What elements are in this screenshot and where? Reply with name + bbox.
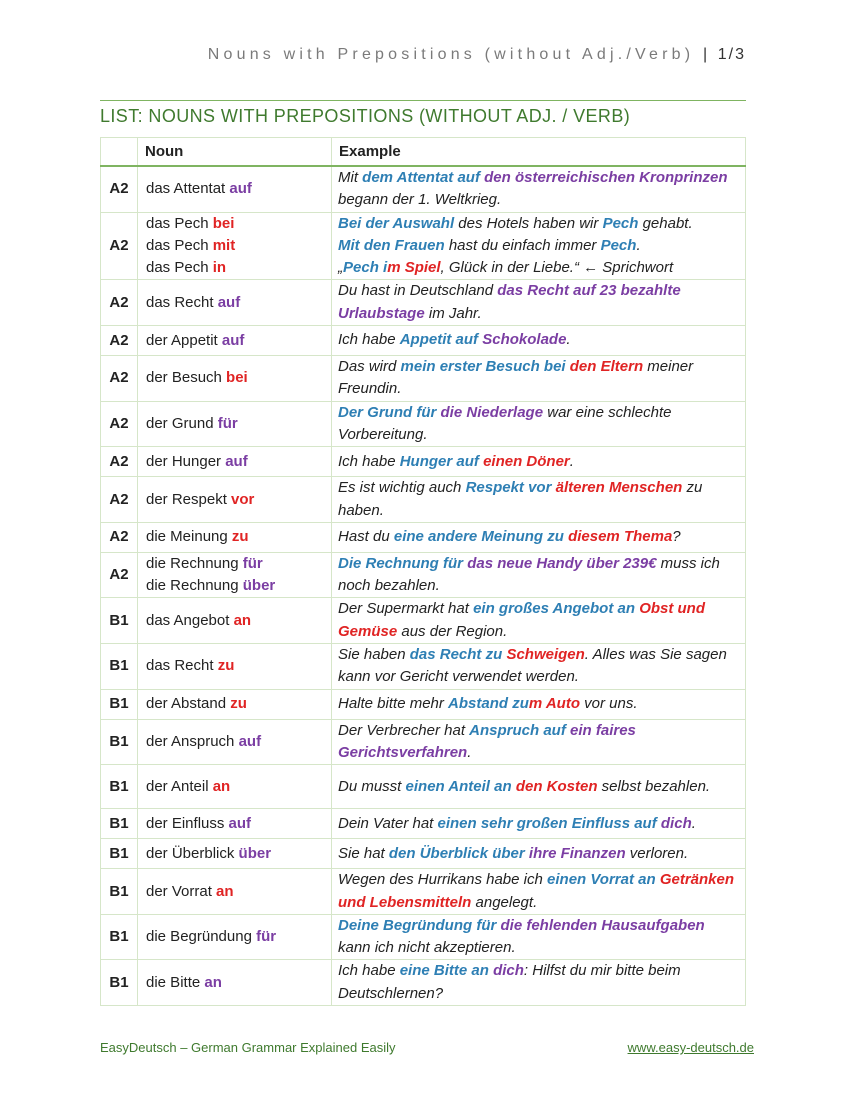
plain-text: Sie haben bbox=[338, 646, 410, 664]
plain-text: vor uns. bbox=[580, 694, 638, 712]
noun-cell bbox=[138, 326, 332, 356]
table-row bbox=[101, 689, 746, 719]
noun-cell bbox=[138, 166, 332, 212]
highlighted-text: den Eltern bbox=[569, 358, 644, 376]
noun-cell bbox=[138, 522, 332, 552]
highlighted-text: ihre Finanzen bbox=[528, 844, 626, 862]
example-cell bbox=[332, 839, 746, 869]
highlighted-text: Der Grund für bbox=[338, 403, 437, 421]
highlighted-text: älteren Menschen bbox=[555, 479, 683, 497]
noun-cell bbox=[138, 869, 332, 915]
page-header bbox=[208, 46, 746, 64]
plain-text: das Pech bbox=[146, 259, 213, 277]
highlighted-text: über bbox=[238, 844, 272, 862]
level-cell: A2 bbox=[101, 280, 138, 326]
noun-cell bbox=[138, 644, 332, 690]
noun-cell bbox=[138, 765, 332, 809]
table-row bbox=[101, 401, 746, 447]
table-row bbox=[101, 914, 746, 960]
plain-text: begann der 1. Weltkrieg. bbox=[338, 191, 502, 209]
table-row bbox=[101, 356, 746, 402]
example-cell bbox=[332, 166, 746, 212]
plain-text: der Hunger bbox=[146, 452, 226, 470]
example-cell bbox=[332, 719, 746, 765]
highlighted-text: Mit den Frauen bbox=[338, 236, 445, 254]
plain-text: kann ich nicht akzeptieren. bbox=[338, 939, 516, 957]
table-row bbox=[101, 552, 746, 598]
level-cell: A2 bbox=[101, 326, 138, 356]
highlighted-text: Appetit auf bbox=[399, 331, 479, 349]
plain-text: Der Supermarkt hat bbox=[338, 600, 474, 618]
level-cell: B1 bbox=[101, 839, 138, 869]
plain-text: des Hotels haben wir bbox=[454, 214, 603, 232]
highlighted-text: Schokolade bbox=[482, 331, 567, 349]
noun-cell bbox=[138, 598, 332, 644]
header-noun: Noun bbox=[138, 138, 332, 167]
example-cell bbox=[332, 522, 746, 552]
level-cell: A2 bbox=[101, 447, 138, 477]
example-cell bbox=[332, 689, 746, 719]
level-cell: B1 bbox=[101, 914, 138, 960]
highlighted-text: einen Döner bbox=[483, 452, 570, 470]
plain-text: die Rechnung bbox=[146, 577, 243, 595]
example-cell bbox=[332, 552, 746, 598]
plain-text: . bbox=[569, 452, 574, 470]
level-cell: B1 bbox=[101, 869, 138, 915]
highlighted-text: m Auto bbox=[528, 694, 580, 712]
plain-text: Du musst bbox=[338, 777, 406, 795]
noun-cell bbox=[138, 280, 332, 326]
plain-text: die Rechnung bbox=[146, 555, 243, 573]
highlighted-text: einen Vorrat an bbox=[547, 871, 656, 889]
noun-cell bbox=[138, 719, 332, 765]
highlighted-text: zu bbox=[217, 657, 235, 675]
table-row bbox=[101, 960, 746, 1006]
highlighted-text: zu bbox=[230, 695, 247, 713]
plain-text: der Appetit bbox=[146, 331, 222, 349]
plain-text: „ bbox=[338, 259, 343, 277]
plain-text: Wegen des Hurrikans habe ich bbox=[338, 871, 548, 889]
plain-text: angelegt. bbox=[471, 893, 538, 911]
plain-text: Du hast in Deutschland bbox=[338, 282, 498, 300]
noun-cell bbox=[138, 839, 332, 869]
plain-text: die Begründung bbox=[146, 928, 257, 946]
highlighted-text: diesem Thema bbox=[568, 528, 673, 546]
table-row bbox=[101, 719, 746, 765]
highlighted-text: Hunger auf bbox=[399, 452, 479, 470]
level-cell: A2 bbox=[101, 356, 138, 402]
example-cell bbox=[332, 765, 746, 809]
highlighted-text: Getränken und Lebensmitteln bbox=[338, 871, 735, 911]
highlighted-text: auf bbox=[217, 293, 241, 311]
highlighted-text: einen sehr großen Einfluss auf bbox=[437, 814, 657, 832]
highlighted-text: Bei der Auswahl bbox=[338, 214, 455, 232]
plain-text: Sie hat bbox=[338, 844, 389, 862]
table-row bbox=[101, 447, 746, 477]
highlighted-text: in bbox=[212, 259, 227, 277]
plain-text: der Grund bbox=[146, 414, 218, 432]
plain-text: der Anteil bbox=[146, 777, 213, 795]
plain-text: der Überblick bbox=[146, 844, 239, 862]
plain-text: selbst bezahlen. bbox=[597, 777, 711, 795]
noun-cell bbox=[138, 914, 332, 960]
example-cell bbox=[332, 914, 746, 960]
level-cell: B1 bbox=[101, 719, 138, 765]
highlighted-text: Pech bbox=[600, 236, 637, 254]
plain-text: muss ich noch bezahlen. bbox=[338, 554, 720, 595]
level-cell: B1 bbox=[101, 765, 138, 809]
highlighted-text: ein großes Angebot an bbox=[473, 600, 636, 618]
example-cell bbox=[332, 212, 746, 280]
noun-cell bbox=[138, 447, 332, 477]
plain-text: das Attentat bbox=[146, 180, 230, 198]
plain-text: das Angebot bbox=[146, 611, 234, 629]
plain-text: aus der Region. bbox=[397, 622, 508, 640]
plain-text: hast du einfach immer bbox=[444, 236, 601, 254]
plain-text: zu haben. bbox=[338, 479, 703, 519]
header-example: Example bbox=[332, 138, 746, 167]
plain-text: . Alles was Sie sagen kann vor Gericht verwendet werden. bbox=[338, 646, 727, 686]
plain-text: Halte bitte mehr bbox=[338, 694, 449, 712]
plain-text: . bbox=[467, 743, 472, 761]
noun-cell bbox=[138, 212, 332, 280]
nouns-table bbox=[100, 137, 746, 1006]
highlighted-text: für bbox=[256, 928, 277, 946]
plain-text: der Abstand bbox=[146, 695, 231, 713]
plain-text: Ich habe bbox=[338, 962, 400, 980]
noun-cell bbox=[138, 960, 332, 1006]
plain-text: . bbox=[566, 331, 571, 349]
example-cell bbox=[332, 447, 746, 477]
header-separator: | bbox=[702, 46, 710, 63]
plain-text: ? bbox=[672, 528, 681, 546]
level-cell: B1 bbox=[101, 809, 138, 839]
highlighted-text: das Recht auf 23 bezahlte Urlaubstage bbox=[338, 282, 681, 322]
noun-cell bbox=[138, 356, 332, 402]
level-cell: B1 bbox=[101, 960, 138, 1006]
plain-text: Mit bbox=[338, 169, 363, 186]
highlighted-text: den österreichischen Kronprinzen bbox=[484, 169, 728, 186]
plain-text: Es ist wichtig auch bbox=[338, 479, 466, 497]
highlighted-text: auf bbox=[228, 814, 252, 832]
plain-text: . bbox=[636, 236, 641, 254]
highlighted-text: die fehlenden Hausaufgaben bbox=[500, 916, 705, 934]
plain-text: Ich habe bbox=[338, 452, 400, 470]
highlighted-text: dem Attentat auf bbox=[362, 169, 480, 186]
noun-cell bbox=[138, 689, 332, 719]
table-row bbox=[101, 477, 746, 523]
plain-text: Ich habe bbox=[338, 331, 400, 349]
highlighted-text: bei bbox=[226, 369, 248, 387]
plain-text: , Glück in der Liebe.“ ← Sprichwort bbox=[440, 259, 674, 277]
level-cell: B1 bbox=[101, 598, 138, 644]
highlighted-text: m Spiel bbox=[387, 259, 441, 277]
plain-text: die Bitte bbox=[146, 973, 205, 991]
table-row bbox=[101, 839, 746, 869]
table-row bbox=[101, 644, 746, 690]
page-number: 1/3 bbox=[717, 46, 746, 63]
highlighted-text: zu bbox=[231, 528, 249, 546]
highlighted-text: Anspruch auf bbox=[469, 721, 566, 739]
plain-text: die Meinung bbox=[146, 528, 232, 546]
highlighted-text: den Kosten bbox=[515, 777, 598, 795]
level-cell: A2 bbox=[101, 522, 138, 552]
plain-text: das Recht bbox=[146, 293, 218, 311]
example-cell bbox=[332, 869, 746, 915]
highlighted-text: eine andere Meinung zu bbox=[393, 528, 564, 546]
plain-text: Dein Vater hat bbox=[338, 814, 438, 832]
table-row bbox=[101, 522, 746, 552]
example-cell bbox=[332, 644, 746, 690]
highlighted-text: ein faires Gerichtsverfahren bbox=[338, 721, 636, 761]
highlighted-text: über 239€ bbox=[586, 554, 657, 572]
highlighted-text: Abstand zu bbox=[448, 694, 529, 712]
level-cell: A2 bbox=[101, 477, 138, 523]
plain-text: Das wird bbox=[338, 358, 401, 376]
highlighted-text: auf bbox=[238, 732, 262, 750]
plain-text: der Einfluss bbox=[146, 814, 229, 832]
level-cell: A2 bbox=[101, 552, 138, 598]
example-cell bbox=[332, 280, 746, 326]
highlighted-text: mein erster Besuch bei bbox=[400, 358, 566, 376]
highlighted-text: an bbox=[212, 777, 231, 795]
table-body bbox=[101, 166, 746, 1006]
plain-text: der Besuch bbox=[146, 369, 227, 387]
plain-text: im Jahr. bbox=[424, 304, 482, 322]
plain-text: gehabt. bbox=[638, 214, 693, 232]
plain-text: das Pech bbox=[146, 237, 213, 255]
highlighted-text: das Recht zu bbox=[409, 646, 503, 664]
highlighted-text: Respekt vor bbox=[465, 479, 552, 497]
noun-cell bbox=[138, 809, 332, 839]
plain-text: Der Verbrecher hat bbox=[338, 721, 470, 739]
highlighted-text: das neue Handy bbox=[467, 554, 583, 572]
plain-text: der Anspruch bbox=[146, 732, 239, 750]
highlighted-text: den Überblick über bbox=[388, 844, 525, 862]
plain-text: war eine schlechte Vorbereitung. bbox=[338, 403, 672, 443]
plain-text: verloren. bbox=[625, 844, 689, 862]
table-header-row bbox=[101, 138, 746, 167]
highlighted-text: Die Rechnung für bbox=[338, 554, 464, 572]
header-level bbox=[101, 138, 138, 167]
noun-cell bbox=[138, 401, 332, 447]
noun-cell bbox=[138, 477, 332, 523]
highlighted-text: Pech i bbox=[343, 259, 388, 277]
plain-text: Hast du bbox=[338, 528, 394, 546]
highlighted-text: vor bbox=[231, 490, 255, 508]
highlighted-text: Pech bbox=[602, 214, 639, 232]
level-cell: A2 bbox=[101, 401, 138, 447]
highlighted-text: Obst und Gemüse bbox=[338, 600, 706, 640]
highlighted-text: Schweigen bbox=[506, 646, 585, 664]
highlighted-text: dich bbox=[660, 814, 692, 832]
highlighted-text: auf bbox=[225, 452, 248, 470]
table-row bbox=[101, 280, 746, 326]
highlighted-text: auf bbox=[221, 331, 245, 349]
table-row bbox=[101, 212, 746, 280]
level-cell: B1 bbox=[101, 689, 138, 719]
highlighted-text: auf bbox=[229, 180, 252, 198]
example-cell bbox=[332, 598, 746, 644]
list-title: LIST: NOUNS WITH PREPOSITIONS (WITHOUT ADJ. / VERB) bbox=[100, 106, 631, 126]
plain-text: der Respekt bbox=[146, 490, 232, 508]
plain-text: . bbox=[691, 814, 696, 832]
header-rule bbox=[100, 100, 746, 101]
table-row bbox=[101, 765, 746, 809]
table-row bbox=[101, 326, 746, 356]
plain-text: der Vorrat bbox=[146, 882, 217, 900]
highlighted-text: bei bbox=[212, 215, 235, 233]
plain-text: : Hilfst du mir bitte beim Deutschlernen? bbox=[338, 962, 681, 1002]
example-cell bbox=[332, 477, 746, 523]
highlighted-text: an bbox=[204, 973, 222, 991]
plain-text: das Recht bbox=[146, 657, 218, 675]
table-row bbox=[101, 166, 746, 212]
example-cell bbox=[332, 401, 746, 447]
highlighted-text: mit bbox=[212, 237, 236, 255]
example-cell bbox=[332, 356, 746, 402]
level-cell: A2 bbox=[101, 212, 138, 280]
highlighted-text: die Niederlage bbox=[440, 403, 544, 421]
highlighted-text: eine Bitte an bbox=[399, 962, 489, 980]
table-row bbox=[101, 809, 746, 839]
highlighted-text: für bbox=[217, 414, 238, 432]
level-cell: A2 bbox=[101, 166, 138, 212]
highlighted-text: dich bbox=[493, 962, 524, 980]
footer-link[interactable]: www.easy-deutsch.de bbox=[627, 1040, 754, 1055]
table-row bbox=[101, 598, 746, 644]
level-cell: B1 bbox=[101, 644, 138, 690]
highlighted-text: über bbox=[242, 577, 276, 595]
plain-text: meiner Freundin. bbox=[338, 358, 694, 398]
table-row bbox=[101, 869, 746, 915]
plain-text: das Pech bbox=[146, 215, 213, 233]
highlighted-text: einen Anteil an bbox=[405, 777, 512, 795]
highlighted-text: für bbox=[242, 555, 263, 573]
highlighted-text: an bbox=[233, 611, 252, 629]
highlighted-text: Deine Begründung für bbox=[338, 916, 497, 934]
noun-cell bbox=[138, 552, 332, 598]
footer-brand: EasyDeutsch – German Grammar Explained Easily bbox=[100, 1040, 396, 1055]
example-cell bbox=[332, 960, 746, 1006]
example-cell bbox=[332, 326, 746, 356]
example-cell bbox=[332, 809, 746, 839]
header-title: Nouns with Prepositions (without Adj./Verb) bbox=[207, 46, 695, 63]
highlighted-text: an bbox=[216, 882, 234, 900]
